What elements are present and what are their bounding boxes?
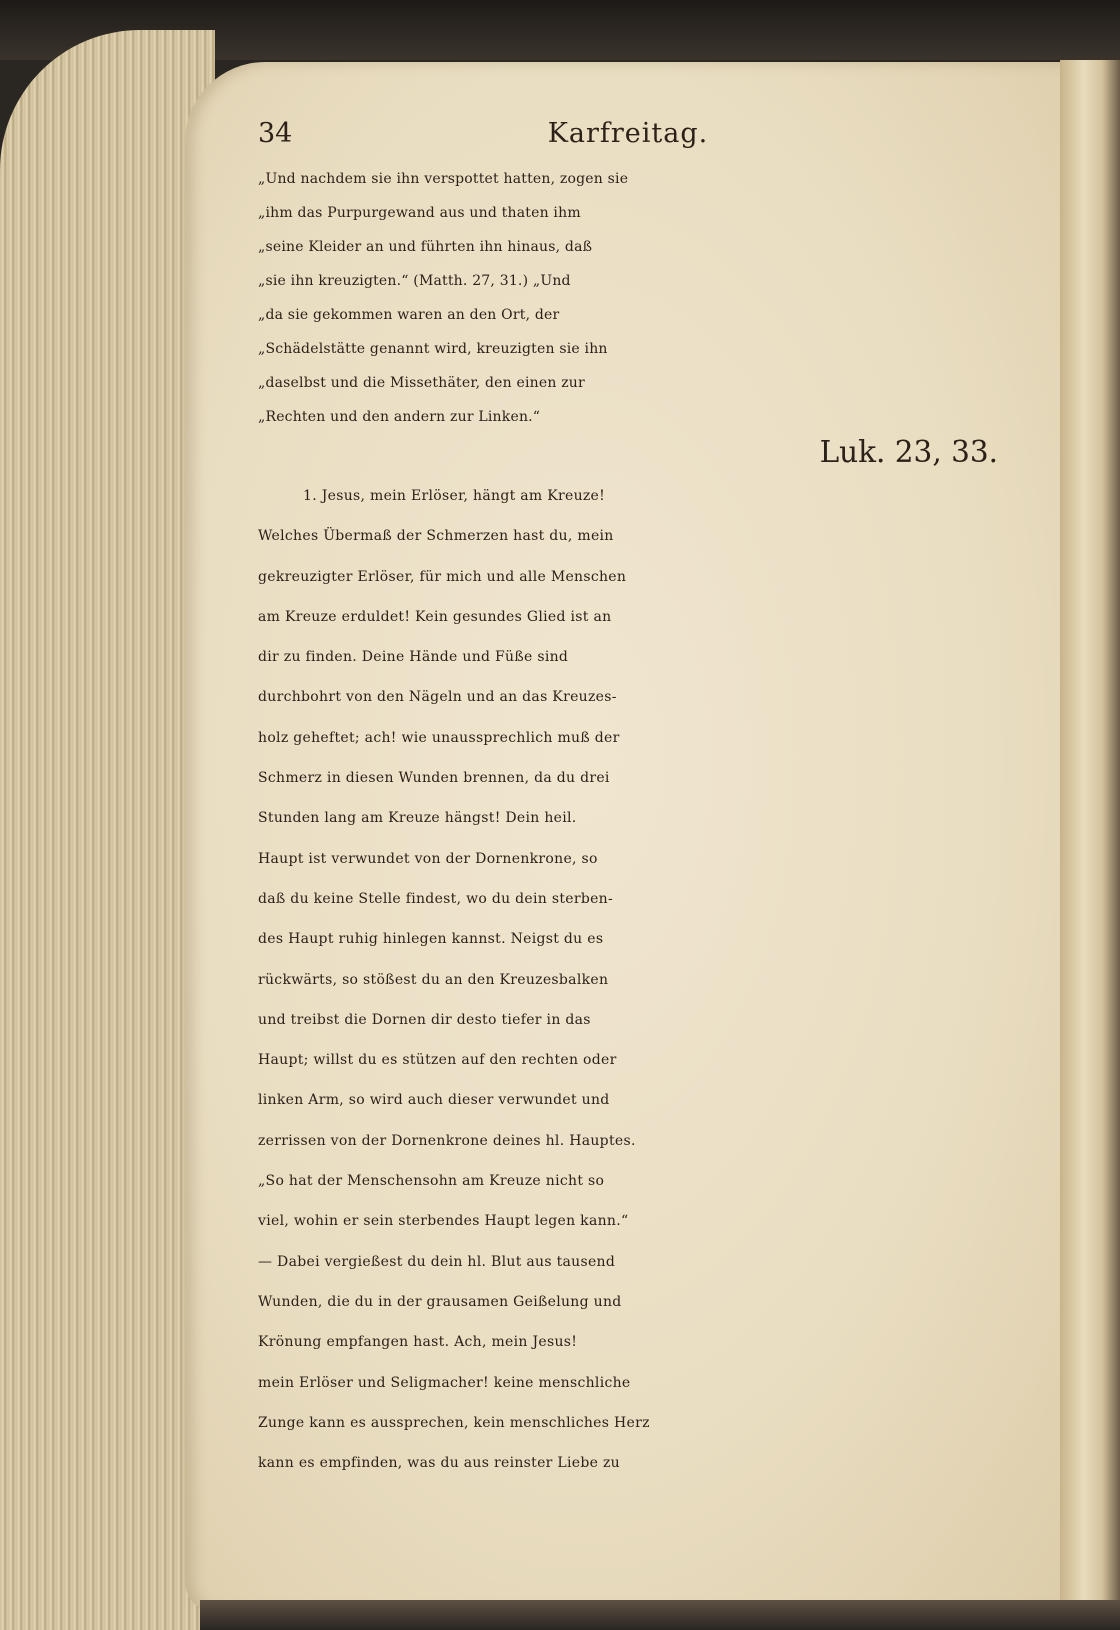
page-edges [0,30,215,1630]
body-line: viel, wohin er sein sterbendes Haupt legen kann.“ [258,1213,629,1230]
quote-line: „daselbst und die Missethäter, den einen zur [258,375,585,391]
body-line: linken Arm, so wird auch dieser verwundet und [258,1092,610,1109]
quote-line: „da sie gekommen waren an den Ort, der [258,307,560,323]
body-line: holz geheftet; ach! wie unaussprechlich muß der [258,729,620,746]
body-line: gekreuzigter Erlöser, für mich und alle Menschen [258,568,627,585]
quote-line: „seine Kleider an und führten ihn hinaus, daß [258,239,593,255]
body-line: daß du keine Stelle findest, wo du dein sterben- [258,890,614,907]
body-line: Welches Übermaß der Schmerzen hast du, mein [258,528,614,545]
book-bottom-edge [200,1600,1120,1630]
body-line: des Haupt ruhig hinlegen kannst. Neigst du es [258,931,604,948]
quote-line: „Schädelstätte genannt wird, kreuzigten sie ihn [258,341,608,357]
body-line: dir zu finden. Deine Hände und Füße sind [258,649,569,666]
quote-line: „ihm das Purpurgewand aus und thaten ihm [258,205,581,221]
scripture-quote [258,162,1048,470]
body-line: Schmerz in diesen Wunden brennen, da du drei [258,770,610,787]
body-line: „So hat der Menschensohn am Kreuze nicht so [258,1173,605,1190]
body-line: durchbohrt von den Nägeln und an das Kreuzes- [258,689,617,706]
body-line: kann es empfinden, was du aus reinster Liebe zu [258,1455,620,1472]
meditation-paragraph [258,476,1048,1483]
page-text [258,112,1048,1483]
body-line: und treibst die Dornen dir desto tiefer in das [258,1011,591,1028]
body-line: zerrissen von der Dornenkrone deines hl. Hauptes. [258,1132,636,1149]
page-header [258,112,1048,162]
body-line: am Kreuze erduldet! Kein gesundes Glied ist an [258,608,612,625]
quote-line: „sie ihn kreuzigten.“ (Matth. 27, 31.) „Und [258,273,571,289]
quote-reference: Luk. 23, 33. [819,435,998,469]
quote-line: „Und nachdem sie ihn verspottet hatten, zogen sie [258,171,629,187]
body-line: — Dabei vergießest du dein hl. Blut aus tausend [258,1253,616,1270]
quote-line: „Rechten und den andern zur Linken.“ [258,409,541,425]
body-line: rückwärts, so stößest du an den Kreuzesbalken [258,971,609,988]
body-line: 1. Jesus, mein Erlöser, hängt am Kreuze! [303,488,606,504]
body-line: Stunden lang am Kreuze hängst! Dein heil. [258,810,577,827]
body-line: Zunge kann es aussprechen, kein menschliches Herz [258,1414,650,1431]
book-gutter [1060,60,1120,1630]
running-head: Karfreitag. [547,118,709,149]
body-line: Haupt; willst du es stützen auf den rechten oder [258,1052,617,1069]
body-line: mein Erlöser und Seligmacher! keine menschliche [258,1374,631,1391]
page-number: 34 [258,118,293,149]
body-line: Haupt ist verwundet von der Dornenkrone, so [258,850,598,867]
body-line: Krönung empfangen hast. Ach, mein Jesus! [258,1334,578,1351]
body-line: Wunden, die du in der grausamen Geißelung und [258,1293,622,1310]
